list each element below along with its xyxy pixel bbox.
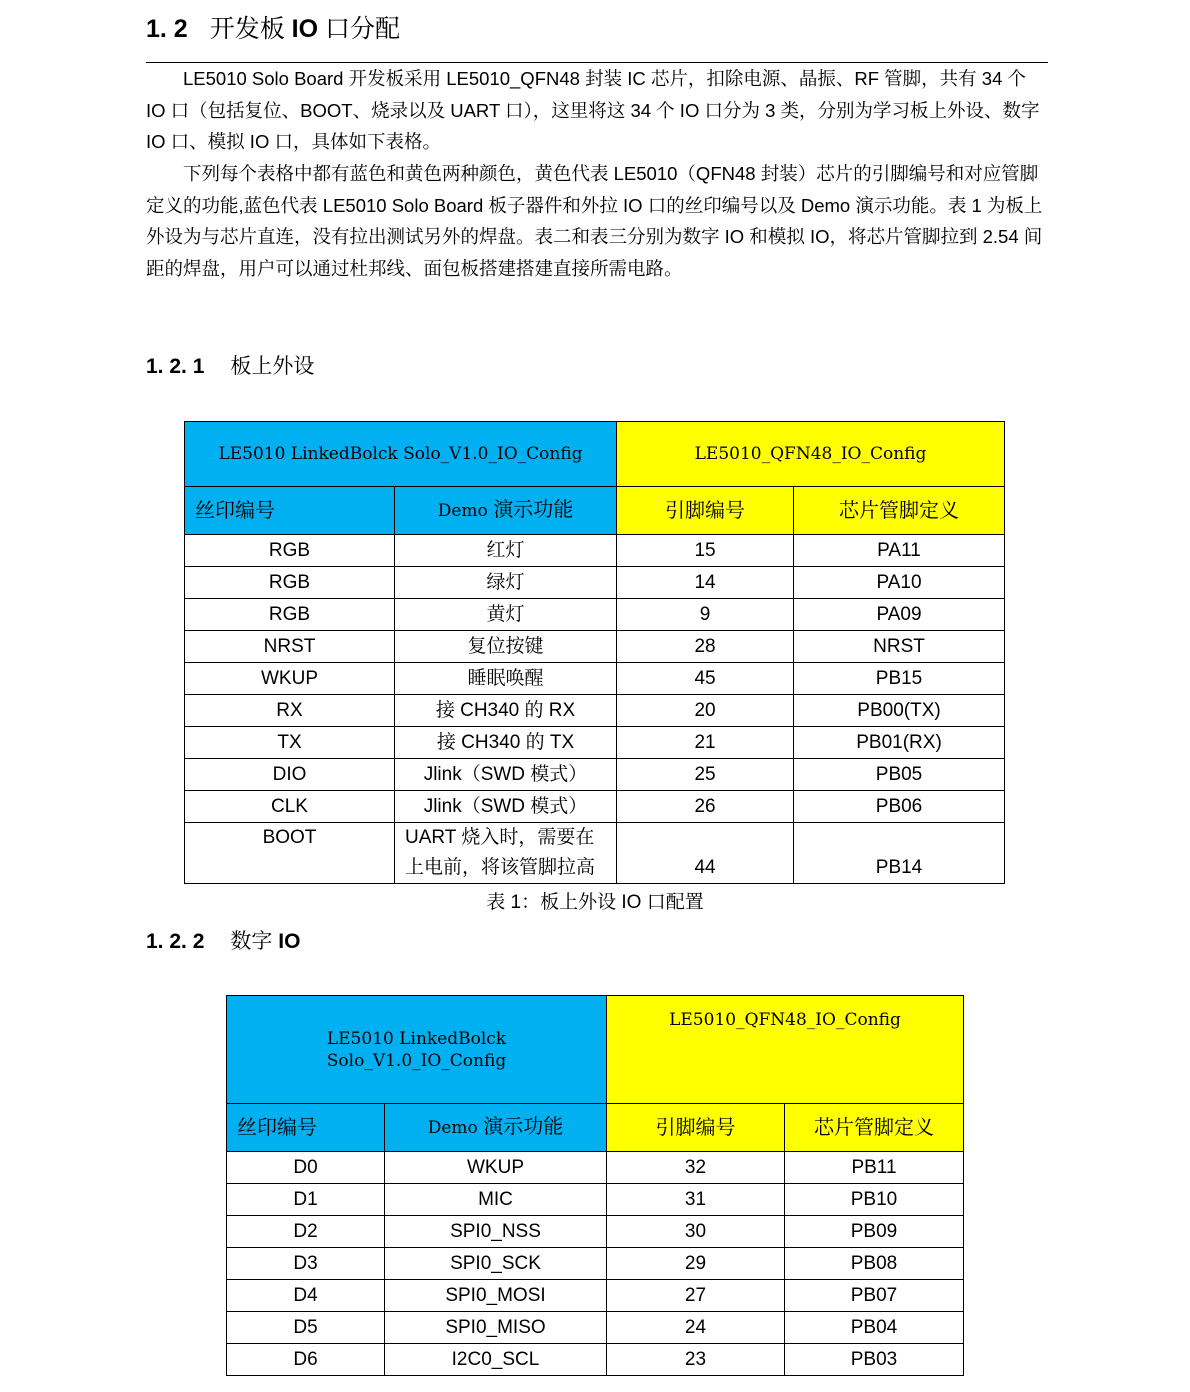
table-cell: D5 [227, 1312, 385, 1344]
table-cell: Jlink（SWD 模式） [395, 759, 617, 791]
table-row [185, 727, 1005, 759]
subsection-number: 1. 2. 2 [146, 930, 205, 953]
table-cell: D0 [227, 1152, 385, 1184]
table-cell: SPI0_NSS [385, 1216, 607, 1248]
table-cell: TX [185, 727, 395, 759]
table-cell: PB14 [794, 853, 1005, 884]
section-number: 1. 2 [146, 15, 188, 43]
table-cell: SPI0_MISO [385, 1312, 607, 1344]
table-cell: 复位按键 [395, 631, 617, 663]
table-cell: D6 [227, 1344, 385, 1376]
table-row [227, 1248, 964, 1280]
table-cell: PB03 [785, 1344, 964, 1376]
table-row [227, 1280, 964, 1312]
table-cell: PB11 [785, 1152, 964, 1184]
table-cell: D3 [227, 1248, 385, 1280]
table-cell: D2 [227, 1216, 385, 1248]
col-header-pin: 引脚编号 [607, 1104, 785, 1152]
table-cell [617, 823, 794, 854]
table-row [185, 759, 1005, 791]
col-header-demo: Demo 演示功能 [385, 1104, 607, 1152]
table-cell: PA10 [794, 567, 1005, 599]
group-header-chip: LE5010_QFN48_IO_Config [617, 422, 1005, 487]
table-cell: 30 [607, 1216, 785, 1248]
table-cell: RGB [185, 567, 395, 599]
table-cell: PB08 [785, 1248, 964, 1280]
table-cell: SPI0_SCK [385, 1248, 607, 1280]
table-cell: WKUP [185, 663, 395, 695]
table-cell: RGB [185, 599, 395, 631]
table-cell: RX [185, 695, 395, 727]
table-cell: 接 CH340 的 RX [395, 695, 617, 727]
table-cell: WKUP [385, 1152, 607, 1184]
table-cell: 25 [617, 759, 794, 791]
subsection-title: 数字 [230, 930, 273, 953]
table-cell: 绿灯 [395, 567, 617, 599]
table-row [227, 1184, 964, 1216]
table-cell: 31 [607, 1184, 785, 1216]
table-row [227, 1344, 964, 1376]
group-header-chip: LE5010_QFN48_IO_Config [607, 996, 964, 1104]
subsection-title: 板上外设 [230, 355, 315, 378]
col-header-def: 芯片管脚定义 [785, 1104, 964, 1152]
table-row [185, 791, 1005, 823]
table-cell: I2C0_SCL [385, 1344, 607, 1376]
table-cell: CLK [185, 791, 395, 823]
group-header-board: LE5010 LinkedBolck Solo_V1.0_IO_Config [227, 996, 607, 1104]
table-cell: DIO [185, 759, 395, 791]
table-row [185, 535, 1005, 567]
table-cell: D1 [227, 1184, 385, 1216]
table-caption: 表 1：板上外设 IO 口配置 [486, 892, 704, 913]
table-cell: 黄灯 [395, 599, 617, 631]
table-cell: 9 [617, 599, 794, 631]
table-cell: 红灯 [395, 535, 617, 567]
table-cell: PA11 [794, 535, 1005, 567]
table-cell: 接 CH340 的 TX [395, 727, 617, 759]
table-cell: 15 [617, 535, 794, 567]
section-title-part: 口分配 [325, 15, 401, 43]
subsection-heading-onboard [146, 353, 314, 381]
table-cell: 24 [607, 1312, 785, 1344]
col-header-def: 芯片管脚定义 [794, 487, 1005, 535]
table-cell: 45 [617, 663, 794, 695]
table-cell: 上电前，将该管脚拉高 [395, 853, 617, 884]
group-header-board: LE5010 LinkedBolck Solo_V1.0_IO_Config [185, 422, 617, 487]
table-cell: RGB [185, 535, 395, 567]
table-row [185, 599, 1005, 631]
color-legend-paragraph: 下列每个表格中都有蓝色和黄色两种颜色，黄色代表 LE5010（QFN48 封装）芯片的引脚编号和对应管脚定义的功能,蓝色代表 LE5010 Solo Board 板子器件和外拉 IO 口的丝印编号以及 Demo 演示功能。表 1 为板上外设为与芯片直连，没有拉出测试另外的焊盘。表二和表三分别为数字 IO 和模拟 IO，将芯片管脚拉到 2.54 间距的焊盘，用户可以通过杜邦线、面包板搭建搭建直接所需电路。 [146, 163, 1043, 279]
table-cell: BOOT [185, 823, 395, 854]
col-header-pin: 引脚编号 [617, 487, 794, 535]
table-cell: NRST [794, 631, 1005, 663]
table-row [185, 567, 1005, 599]
table-cell [794, 823, 1005, 854]
table-cell: MIC [385, 1184, 607, 1216]
table-cell: 26 [617, 791, 794, 823]
table-cell: 14 [617, 567, 794, 599]
table-cell: 睡眠唤醒 [395, 663, 617, 695]
col-header-silk: 丝印编号 [185, 487, 395, 535]
table-row [227, 1312, 964, 1344]
table-cell: PB07 [785, 1280, 964, 1312]
table-cell: PB05 [794, 759, 1005, 791]
col-header-demo: Demo 演示功能 [395, 487, 617, 535]
table-cell: PB01(RX) [794, 727, 1005, 759]
table-cell: 29 [607, 1248, 785, 1280]
table-cell: Jlink（SWD 模式） [395, 791, 617, 823]
table-row [227, 1152, 964, 1184]
table-cell: PB00(TX) [794, 695, 1005, 727]
table-cell: 21 [617, 727, 794, 759]
table-row [185, 695, 1005, 727]
table-row [185, 631, 1005, 663]
table-cell: PB10 [785, 1184, 964, 1216]
table-cell: 28 [617, 631, 794, 663]
table-row-boot [185, 823, 1005, 854]
table-cell: SPI0_MOSI [385, 1280, 607, 1312]
table-cell: 27 [607, 1280, 785, 1312]
subsection-number: 1. 2. 1 [146, 355, 205, 378]
section-title-io: IO [291, 15, 319, 43]
table-cell [185, 853, 395, 884]
subsection-title-io: IO [278, 930, 301, 953]
col-header-silk: 丝印编号 [227, 1104, 385, 1152]
section-title-part: 开发板 [209, 15, 285, 43]
table-cell: PA09 [794, 599, 1005, 631]
section-heading [146, 12, 400, 46]
table-cell: PB06 [794, 791, 1005, 823]
onboard-peripherals-table [184, 421, 1005, 884]
table-cell: PB15 [794, 663, 1005, 695]
table-cell: PB04 [785, 1312, 964, 1344]
table-cell: PB09 [785, 1216, 964, 1248]
subsection-heading-digital [146, 928, 300, 956]
table-row-boot-cont [185, 853, 1005, 884]
table-cell: 20 [617, 695, 794, 727]
table-cell: NRST [185, 631, 395, 663]
table-cell: 32 [607, 1152, 785, 1184]
table-row [227, 1216, 964, 1248]
table-row [185, 663, 1005, 695]
table-cell: D4 [227, 1280, 385, 1312]
intro-paragraph: LE5010 Solo Board 开发板采用 LE5010_QFN48 封装 IC 芯片，扣除电源、晶振、RF 管脚，共有 34 个 IO 口（包括复位、BOOT、烧录以及 UART 口），这里将这 34 个 IO 口分为 3 类，分别为学习板上外设、数字 IO 口、模拟 IO 口，具体如下表格。 [146, 68, 1040, 152]
table-cell: UART 烧入时，需要在 [395, 823, 617, 854]
digital-io-table [226, 995, 964, 1376]
table-cell: 44 [617, 853, 794, 884]
table-cell: 23 [607, 1344, 785, 1376]
